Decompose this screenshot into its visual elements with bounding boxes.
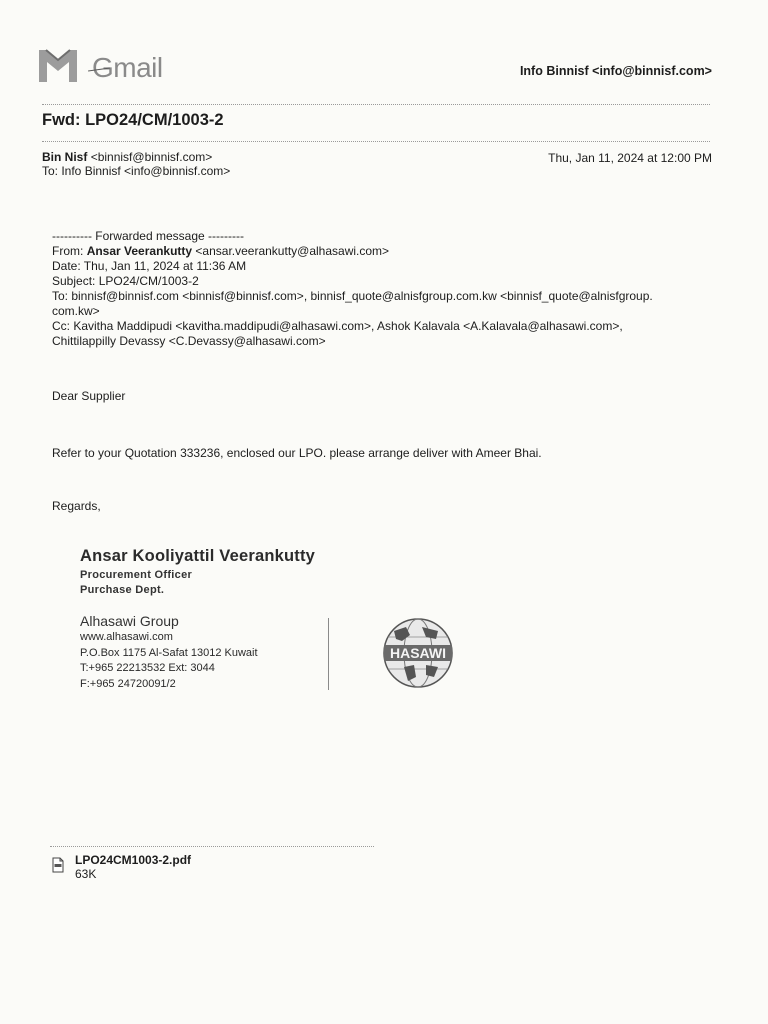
pdf-file-icon[interactable]	[52, 857, 64, 873]
subject-divider	[42, 141, 710, 142]
from-email: <ansar.veerankutty@alhasawi.com>	[195, 244, 390, 258]
forwarded-to-line-1: To: binnisf@binnisf.com <binnisf@binnisf.com>, binnisf_quote@alnisfgroup.com.kw <binnisf_quote@alnisfgroup.	[52, 289, 653, 303]
company-website: www.alhasawi.com	[80, 631, 173, 643]
attachment-filename[interactable]: LPO24CM1003-2.pdf	[75, 853, 192, 867]
company-address: P.O.Box 1175 Al-Safat 13012 Kuwait	[80, 646, 258, 659]
seal-text: HASAWI	[390, 645, 446, 661]
message-body: Refer to your Quotation 333236, enclosed our LPO. please arrange deliver with Ameer Bhai.	[52, 446, 542, 460]
from-label: From:	[52, 244, 84, 258]
email-date: Thu, Jan 11, 2024 at 12:00 PM	[548, 151, 712, 165]
signature-block	[80, 547, 315, 596]
forwarded-divider: ---------- Forwarded message ---------	[52, 229, 244, 243]
forwarded-subject: Subject: LPO24/CM/1003-2	[52, 274, 199, 288]
header-divider	[42, 104, 710, 105]
forwarded-header	[52, 229, 702, 349]
company-fax: F:+965 24720091/2	[80, 677, 176, 690]
forwarded-cc-line-2: Chittilappilly Devassy <C.Devassy@alhasawi.com>	[52, 334, 326, 348]
company-info	[80, 613, 258, 692]
recipient-line: To: Info Binnisf <info@binnisf.com>	[42, 164, 231, 178]
greeting: Dear Supplier	[52, 389, 126, 403]
hasawi-globe-logo	[380, 615, 456, 691]
signature-name: Ansar Kooliyattil Veerankutty	[80, 547, 316, 565]
company-name: Alhasawi Group	[80, 613, 179, 629]
attachment-size: 63K	[75, 867, 97, 881]
sender-line	[42, 150, 212, 164]
sender-name: Bin Nisf	[42, 150, 88, 164]
gmail-m-icon	[36, 44, 88, 86]
from-name: Ansar Veerankutty	[86, 244, 193, 258]
forwarded-from	[52, 244, 702, 259]
attachment-divider	[50, 846, 374, 847]
gmail-wordmark: Gmail	[92, 52, 163, 83]
forwarded-to-line-2: com.kw>	[52, 304, 100, 318]
signature-dept: Purchase Dept.	[80, 584, 165, 596]
company-phone: T:+965 22213532 Ext: 3044	[80, 662, 215, 674]
account-email: Info Binnisf <info@binnisf.com>	[519, 64, 712, 78]
forwarded-date: Date: Thu, Jan 11, 2024 at 11:36 AM	[52, 259, 247, 273]
sender-email: <binnisf@binnisf.com>	[90, 150, 213, 164]
signature-title: Procurement Officer	[80, 569, 193, 581]
closing: Regards,	[52, 499, 101, 513]
forwarded-cc-line-1: Cc: Kavitha Maddipudi <kavitha.maddipudi@alhasawi.com>, Ashok Kalavala <A.Kalavala@alhasawi.com>,	[52, 319, 623, 333]
signature-separator	[328, 618, 329, 690]
email-subject: Fwd: LPO24/CM/1003-2	[42, 111, 224, 129]
